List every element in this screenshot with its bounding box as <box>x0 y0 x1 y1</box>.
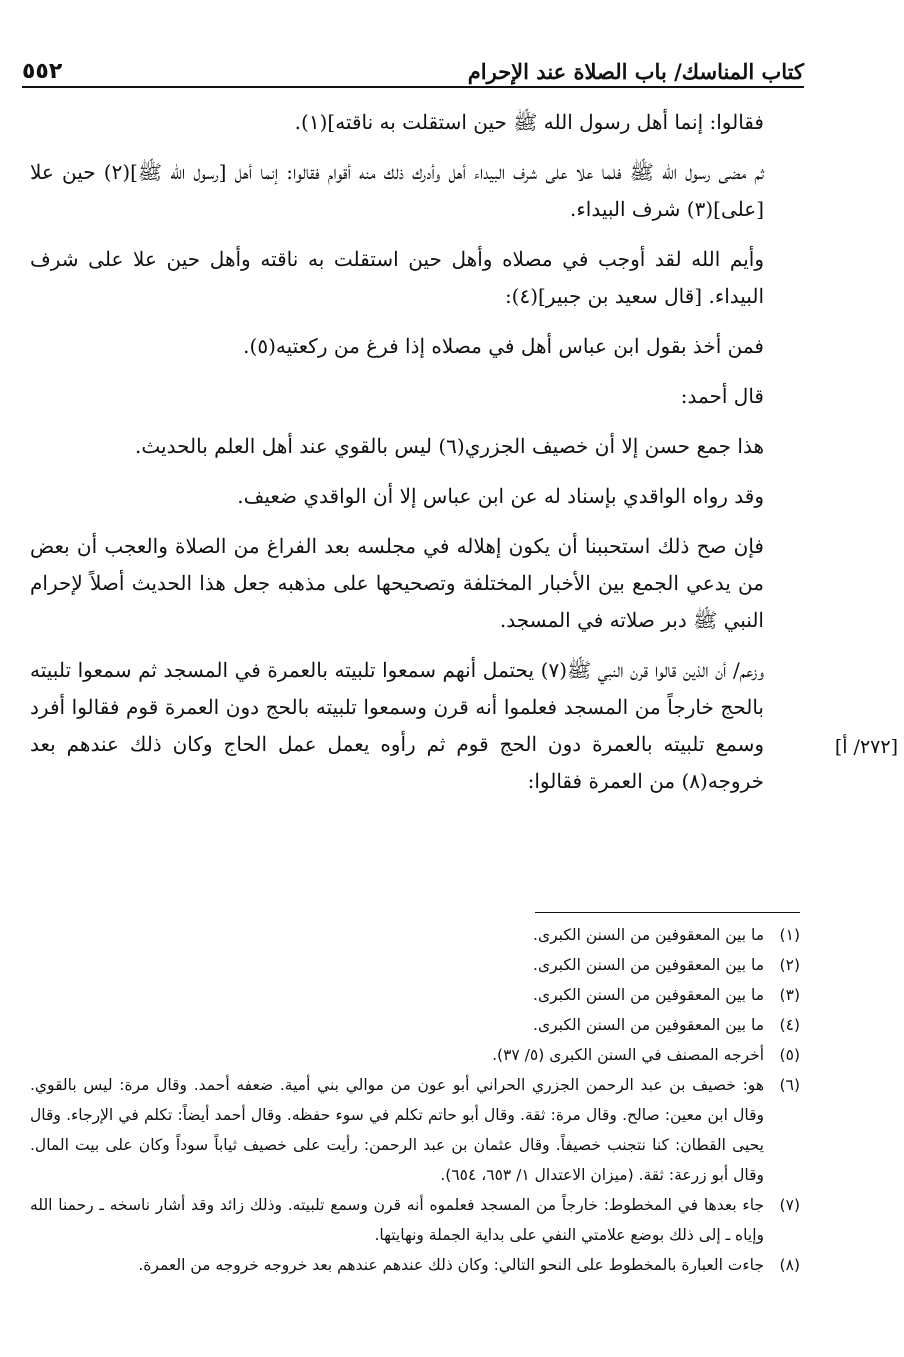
footnote <box>30 1010 800 1040</box>
footnote-text: جاء بعدها في المخطوط: خارجاً من المسجد فعلموه أنه قرن وسمع تلبيته. وذلك زائد وقد أشار ناسخه ـ رحمنا الله وإياه ـ إلى ذلك بوضع علامتي النفي على بداية الجملة ونهايتها. <box>30 1196 764 1244</box>
paragraph: قال أحمد: <box>680 384 764 408</box>
footnotes <box>30 920 800 1280</box>
footnote-text: ما بين المعقوفين من السنن الكبرى. <box>533 956 764 974</box>
footnote <box>30 1040 800 1070</box>
page-header <box>22 44 804 88</box>
footnote-number: (٢) <box>779 956 800 974</box>
footnote-text: ما بين المعقوفين من السنن الكبرى. <box>533 986 764 1004</box>
paragraph: وقد رواه الواقدي بإسناد له عن ابن عباس إلا أن الواقدي ضعيف. <box>237 484 764 508</box>
footnote-text: ما بين المعقوفين من السنن الكبرى. <box>533 926 764 944</box>
footnote-number: (١) <box>779 926 800 944</box>
footnote-number: (٨) <box>779 1256 800 1274</box>
footnote-number: (٦) <box>779 1076 800 1094</box>
paragraph: فمن أخذ بقول ابن عباس أهل في مصلاه إذا فرغ من ركعتيه(٥). <box>243 334 764 358</box>
footnote-text: هو: خصيف بن عبد الرحمن الجزري الحراني أبو عون من موالي بني أمية. ضعفه أحمد. وقال مرة: ليس بالقوي. وقال ابن معين: صالح. وقال مرة: ثقة. وقال أبو حاتم تكلم في سوء حفظه. وقال أحمد أيضاً: تكلم في الإرجاء. وقال يحيى القطان: كنا نتجنب خصيفاً. وقال عثمان بن عبد الرحمن: رأيت على خصيف ثياباً سوداً وكان على بيت المال. وقال أبو زرعة: ثقة. (ميزان الاعتدال ١/ ٦٥٣، ٦٥٤). <box>30 1076 764 1184</box>
paragraph: وزعم/ أن الذين قالوا قرن النبي ﷺ(٧) يحتمل أنهم سمعوا تلبيته بالعمرة في المسجد ثم سمعوا تلبيته بالحج خارجاً من المسجد فعلموا أنه قرن وسمعوا تلبيته بالحج دون العمرة قوم فقالوا أفرد وسمع تلبيته بالعمرة دون الحج قوم ثم رأوه يعمل عمل الحاج وكان ذلك عندهم بعد خروجه(٨) من العمرة فقالوا: <box>30 658 765 793</box>
footnote <box>30 1190 800 1250</box>
main-text <box>30 104 800 813</box>
footnote <box>30 1070 800 1190</box>
footnote-number: (٣) <box>779 986 800 1004</box>
paragraph: ثم مضى رسول الله ﷺ فلما علا على شرف البيداء أهل وأدرك ذلك منه أقوام فقالوا: إنما أهل [رسول الله ﷺ](٢) حين علا [على](٣) شرف البيداء. <box>30 160 764 221</box>
footnote-text: ما بين المعقوفين من السنن الكبرى. <box>533 1016 764 1034</box>
footnote-text: أخرجه المصنف في السنن الكبرى (٥/ ٣٧). <box>492 1046 764 1064</box>
paragraph: هذا جمع حسن إلا أن خصيف الجزري(٦) ليس بالقوي عند أهل العلم بالحديث. <box>135 434 764 458</box>
running-title: كتاب المناسك/ باب الصلاة عند الإحرام <box>467 59 804 84</box>
footnote-text: جاءت العبارة بالمخطوط على النحو التالي: وكان ذلك عندهم عندهم بعد خروجه خروجه من العمرة. <box>138 1256 764 1274</box>
paragraph: وأيم الله لقد أوجب في مصلاه وأهل حين استقلت به ناقته وأهل حين علا على شرف البيداء. [قال سعيد بن جبير](٤): <box>30 247 764 308</box>
page-number: ٥٥٢ <box>22 59 63 84</box>
footnote <box>30 1250 800 1280</box>
manuscript-folio-marker: [٢٧٢/ أ] <box>834 736 898 758</box>
footnote-number: (٧) <box>779 1196 800 1214</box>
paragraph: فقالوا: إنما أهل رسول الله ﷺ حين استقلت به ناقته](١). <box>294 110 764 134</box>
footnote-number: (٤) <box>779 1016 800 1034</box>
footnote <box>30 980 800 1010</box>
footnote <box>30 950 800 980</box>
paragraph: فإن صح ذلك استحببنا أن يكون إهلاله في مجلسه بعد الفراغ من الصلاة والعجب أن بعض من يدعي الجمع بين الأخبار المختلفة وتصحيحها على مذهبه جعل هذا الحديث أصلاً لإحرام النبي ﷺ دبر صلاته في المسجد. <box>30 534 764 632</box>
footnote-number: (٥) <box>779 1046 800 1064</box>
footnote-separator <box>535 912 800 913</box>
footnote <box>30 920 800 950</box>
